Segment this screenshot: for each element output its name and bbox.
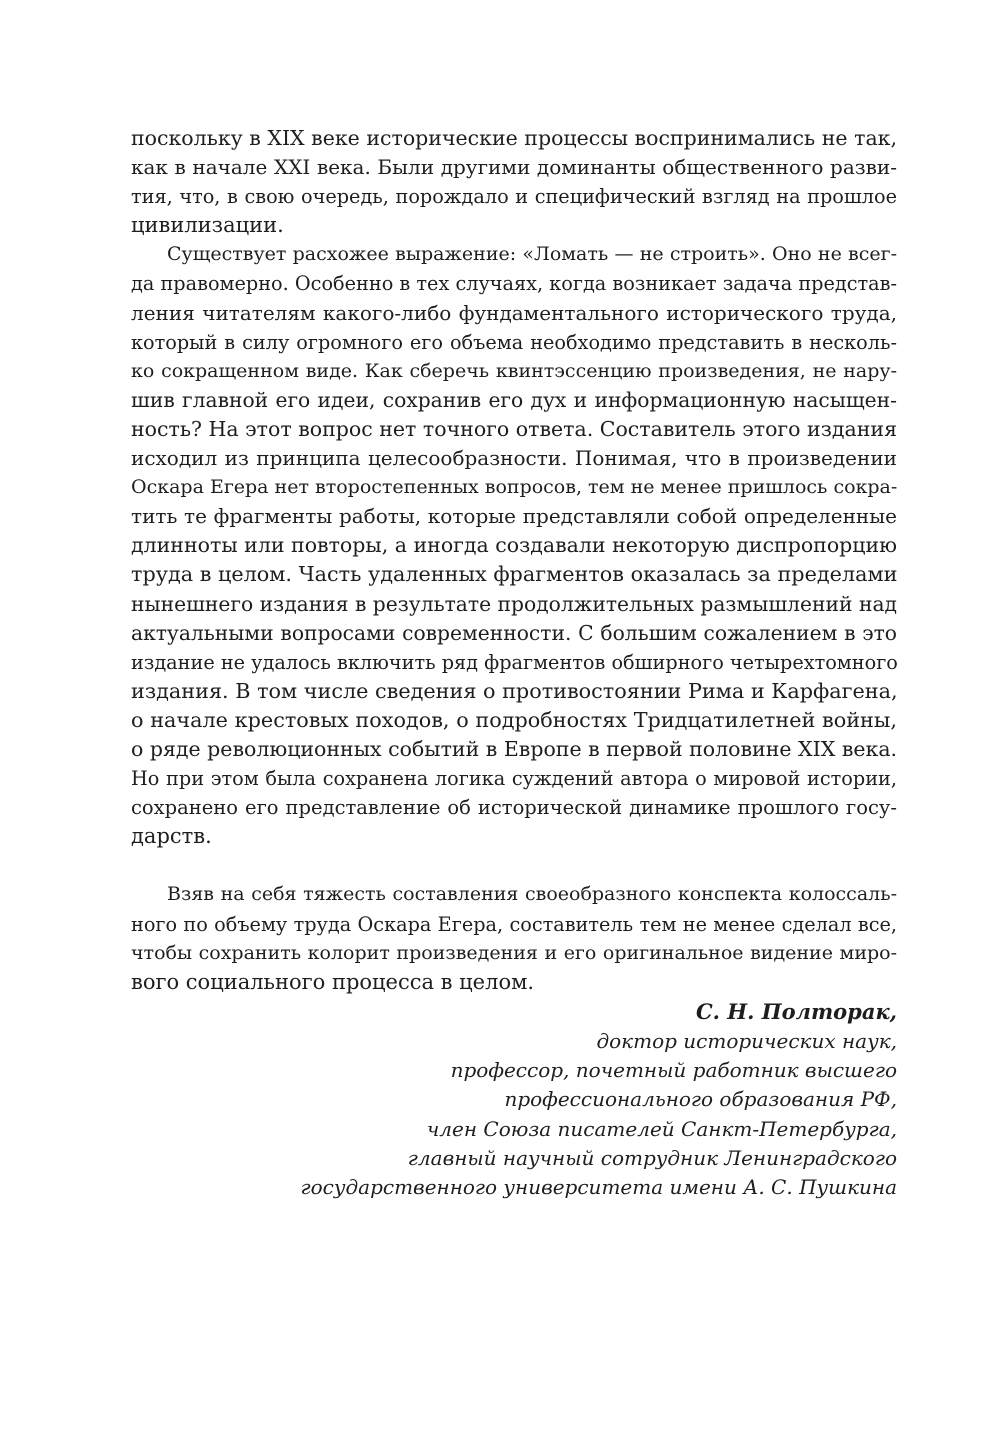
text-line: издания. В том числе сведения о противостоянии Рима и Карфагена, <box>131 678 898 703</box>
author-credential: доктор исторических наук, <box>596 1029 897 1053</box>
text-line: тить те фрагменты работы, которые представляли собой определенные <box>131 504 897 529</box>
paragraph <box>131 124 897 240</box>
author-credential: член Союза писателей Санкт-Петербурга, <box>426 1116 897 1141</box>
text-line: Оскара Егера нет второстепенных вопросов, тем не менее пришлось сокра- <box>131 476 898 499</box>
text-line: ного по объему труда Оскара Егера, составитель тем не менее сделал все, <box>131 912 897 936</box>
text-line <box>131 851 897 880</box>
text-line: цивилизации. <box>131 213 284 238</box>
text-line: ления читателям какого-либо фундаментального исторического труда, <box>131 300 897 325</box>
text-line: труда в целом. Часть удаленных фрагментов оказалась за пределами <box>131 562 898 587</box>
text-line: шив главной его идеи, сохранив его дух и информационную насыщен- <box>131 387 897 412</box>
text-line: который в силу огромного его объема необходимо представить в несколь- <box>131 330 897 354</box>
author-credential: профессионального образования РФ, <box>504 1087 897 1112</box>
paragraph <box>131 240 897 880</box>
author-credential: государственного университета имени А. С. Пушкина <box>300 1175 897 1200</box>
text-line: сохранено его представление об исторической динамике прошлого госу- <box>131 796 897 820</box>
text-line: нынешнего издания в результате продолжительных размышлений над <box>131 591 897 616</box>
text-line: актуальными вопросами современности. С большим сожалением в это <box>131 620 897 645</box>
text-line: Взяв на себя тяжесть составления своеобразного конспекта колоссаль- <box>167 883 897 906</box>
text-line: ность? На этот вопрос нет точного ответа. Составитель этого издания <box>131 416 897 441</box>
author-credential: главный научный сотрудник Ленинградского <box>407 1145 897 1170</box>
text-line: чтобы сохранить колорит произведения и его оригинальное видение миро- <box>131 941 897 964</box>
text-line: издание не удалось включить ряд фрагментов обширного четырехтомного <box>131 650 898 674</box>
text-line: ко сокращенном виде. Как сберечь квинтэссенцию произведения, не нару- <box>131 359 897 382</box>
paragraph <box>131 880 897 996</box>
text-line: да правомерно. Особенно в тех случаях, когда возникает задача представ- <box>131 272 897 296</box>
author-credential: профессор, почетный работник высшего <box>450 1058 897 1083</box>
body-text <box>131 124 897 997</box>
text-line: длинноты или повторы, а иногда создавали некоторую диспропорцию <box>131 533 897 558</box>
text-line: вого социального процесса в целом. <box>131 969 535 994</box>
author-signature <box>301 997 897 1202</box>
text-line: тия, что, в свою очередь, порождало и специфический взгляд на прошлое <box>131 185 897 209</box>
text-line: Существует расхожее выражение: «Ломать — не строить». Оно не всег- <box>167 243 897 266</box>
author-name: С. Н. Полторак, <box>695 999 897 1024</box>
text-line: о ряде революционных событий в Европе в первой половине XIX века. <box>131 736 898 761</box>
text-line: поскольку в XIX веке исторические процессы воспринимались не так, <box>131 126 897 150</box>
text-line: исходил из принципа целесообразности. Понимая, что в произведении <box>131 446 897 471</box>
text-line: о начале крестовых походов, о подробностях Тридцатилетней войны, <box>131 707 897 732</box>
text-line: дарств. <box>131 824 212 849</box>
text-line: как в начале XXI века. Были другими доминанты общественного разви- <box>131 155 897 180</box>
text-line: Но при этом была сохранена логика суждений автора о мировой истории, <box>131 767 897 791</box>
